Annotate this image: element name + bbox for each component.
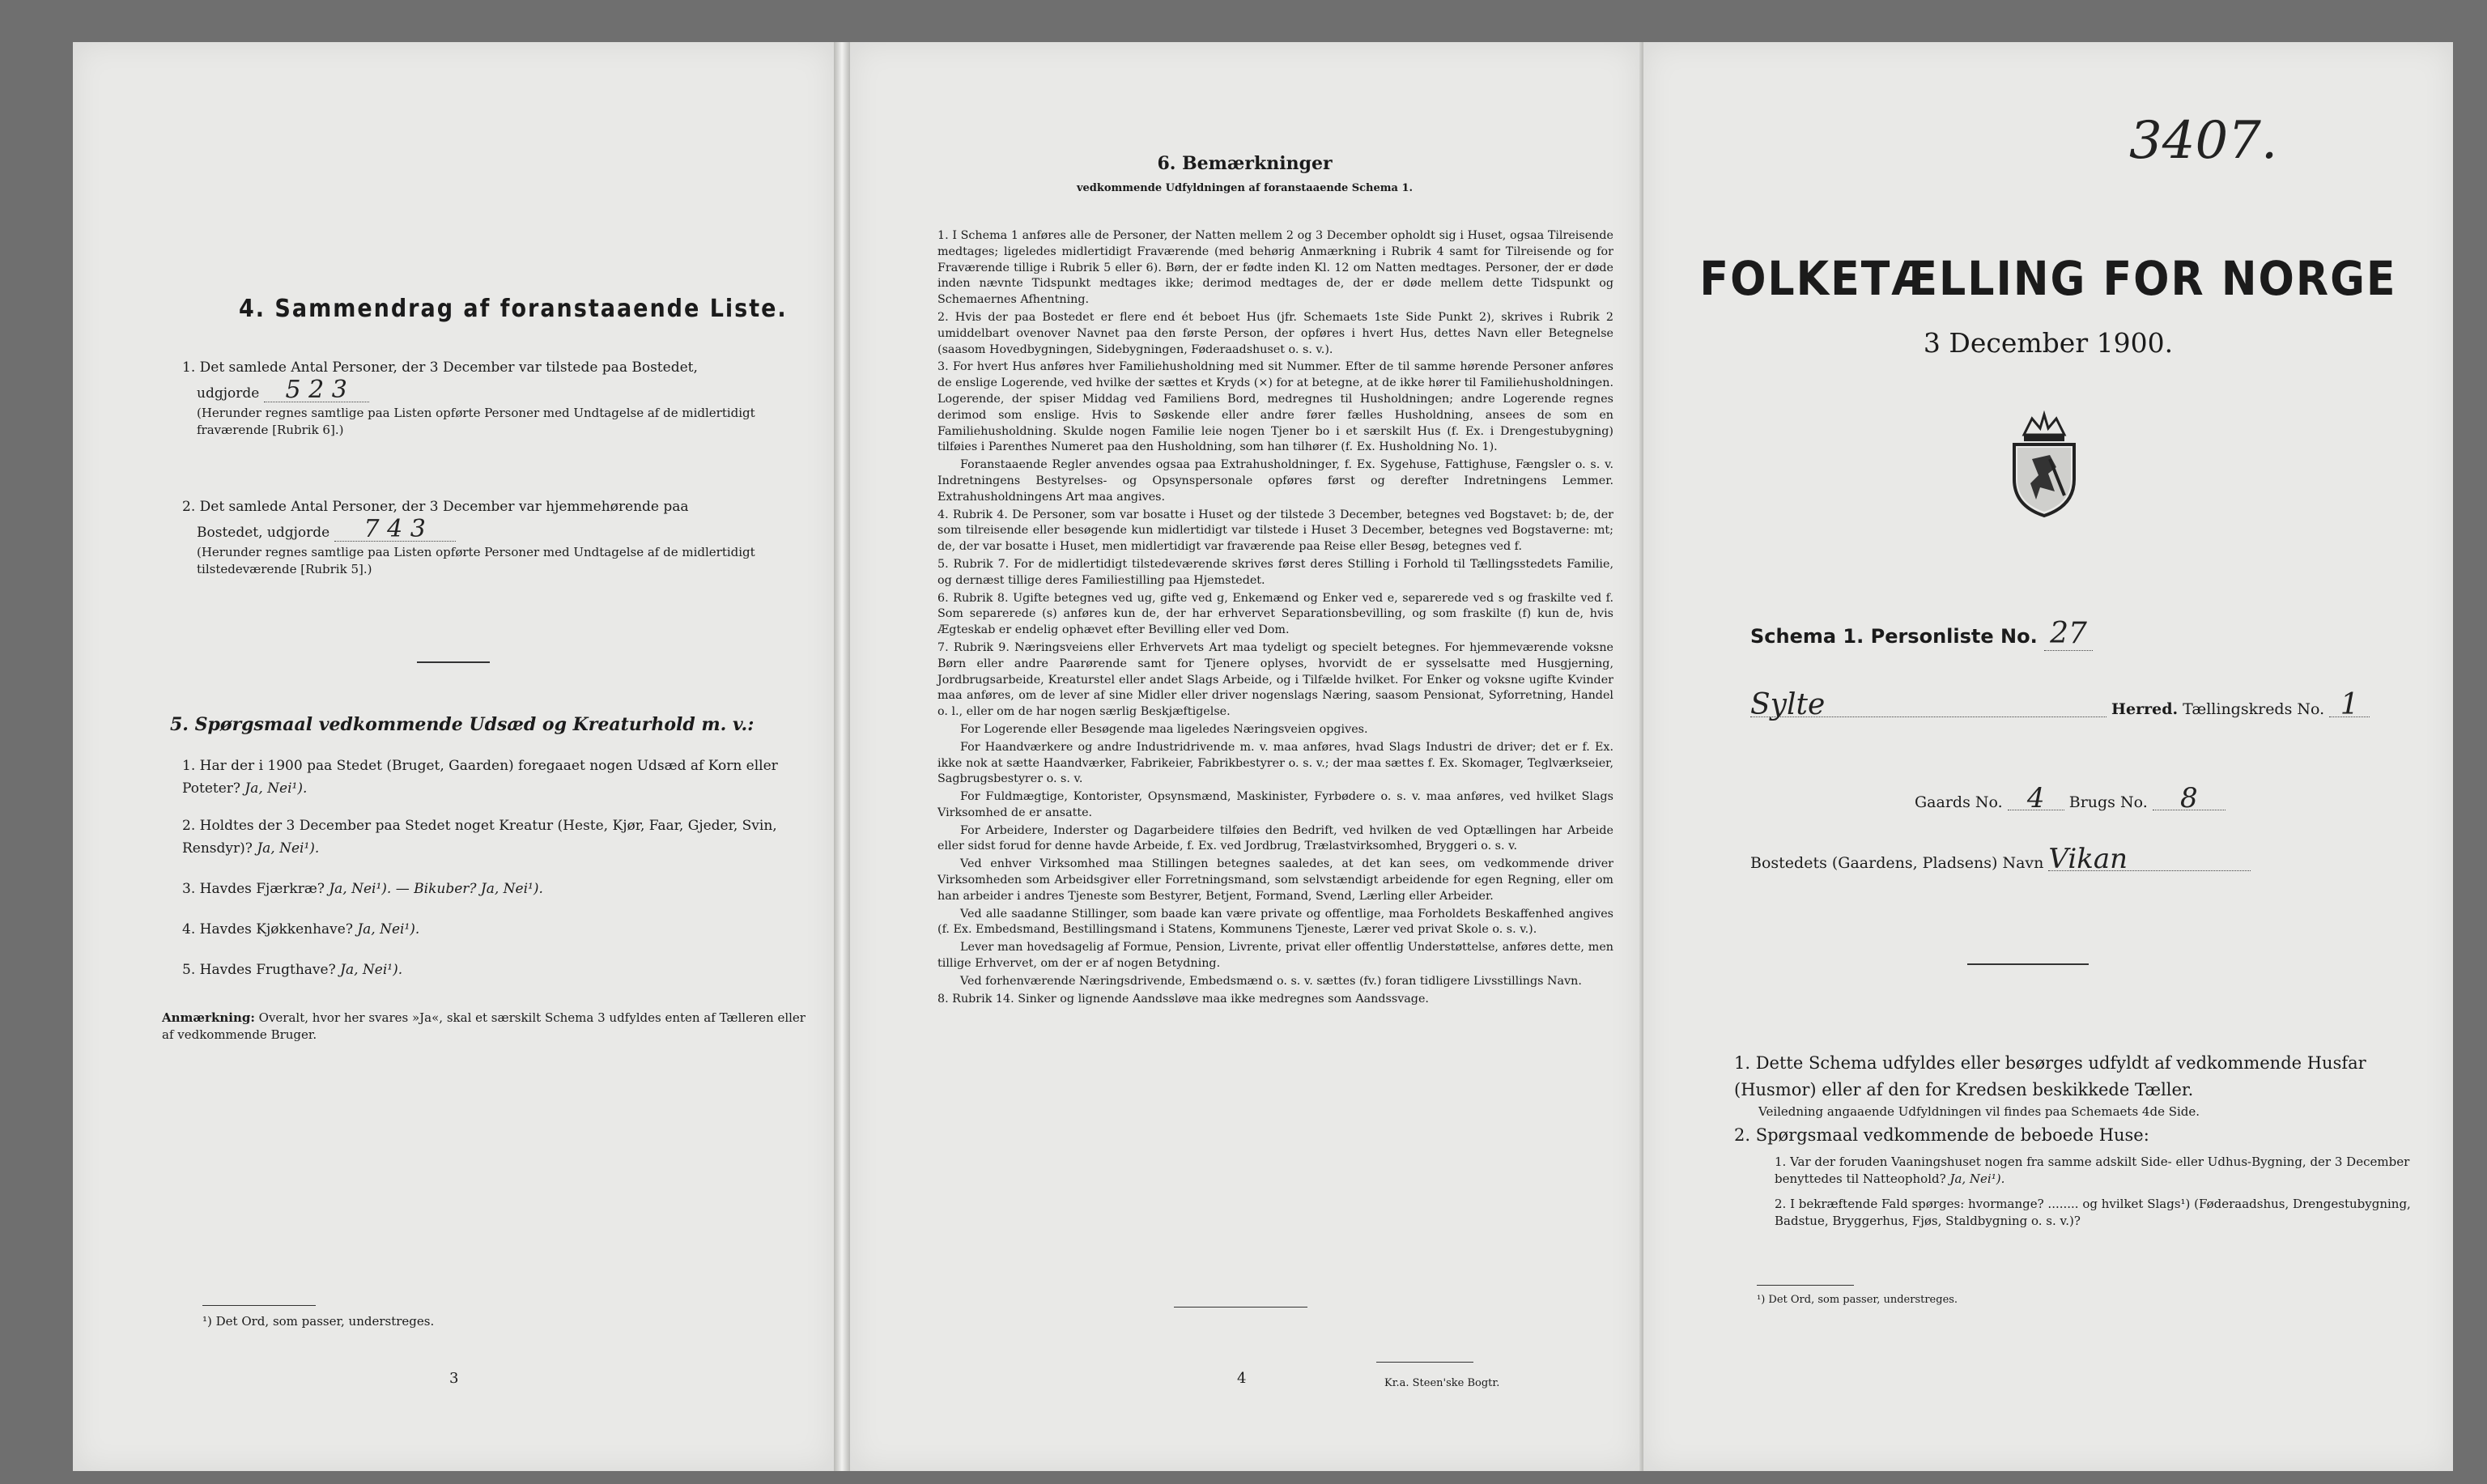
remark-paragraph: Ved enhver Virksomhed maa Stillingen betegnes saaledes, at det kan sees, om vedkommende driver Virksomheden som Arbeidsgiver eller Forretningsmand, som selvstændigt arbeidende for egen Regning, eller om han arbeider i andres Tjeneste som Bestyrer, Betjent, Formand, Svend, Lærling eller Arbeider. — [937, 857, 1613, 903]
item1-udgjorde: udgjorde — [197, 385, 260, 402]
item1 — [182, 356, 797, 439]
schema-line — [1750, 617, 2093, 651]
footnote-right: ¹) Det Ord, som passer, understreges. — [1757, 1294, 1958, 1306]
instruction-2-1-options: Ja, Nei¹). — [1949, 1171, 2005, 1186]
remark — [162, 1010, 810, 1044]
bosted-value: Vikan — [2048, 848, 2251, 871]
printer-rule — [1376, 1362, 1473, 1363]
footnote-rule — [202, 1305, 316, 1306]
item1-note: (Herunder regnes samtlige paa Listen opførte Personer med Undtagelse af de midlertidigt fraværende [Rubrik 6].) — [197, 406, 755, 437]
remarks-title: 6. Bemærkninger — [1157, 153, 1333, 174]
remark-label: Anmærkning: — [162, 1010, 255, 1025]
footnote: ¹) Det Ord, som passer, understreges. — [202, 1314, 435, 1329]
section4-title: 4. Sammendrag af foranstaaende Liste. — [239, 295, 788, 323]
remark-paragraph: For Arbeidere, Inderster og Dagarbeidere tilføies den Bedrift, ved hvilken de ved Optællingen har Arbeide eller sidst forud for denne havde Arbeide, f. Ex. ved Jordbrug, Trælastvirksomhed, Bryggeri o. s. v. — [937, 823, 1613, 853]
remark-paragraph: Foranstaaende Regler anvendes ogsaa paa Extrahusholdninger, f. Ex. Sygehuse, Fattighuse, Fængsler o. s. v. Indretningens Bestyrelses- og Opsynspersonale opføres først og derefter Indretningens Lemmer. Extrahusholdningens Art maa angives. — [937, 458, 1613, 504]
item2-note: (Herunder regnes samtlige paa Listen opførte Personer med Undtagelse af de midlertidigt tilstedeværende [Rubrik 5].) — [197, 545, 755, 576]
remark-paragraph: For Haandværkere og andre Industridrivende m. v. maa anføres, hvad Slags Industri de driver; det er f. Ex. ikke nok at sætte Haandværker, Fabrikeier, Fabrikbestyrer o. s. v.; der maa sættes f. Ex. Skomager, Teglværkseier, Sagbrugsbestyrer o. s. v. — [937, 740, 1613, 786]
instruction-2-1 — [1775, 1154, 2422, 1188]
herred-value: Sylte — [1750, 694, 2107, 717]
census-title: FOLKETÆLLING FOR NORGE — [1699, 251, 2397, 306]
remark-paragraph: 3. For hvert Hus anføres hver Familiehusholdning med sit Nummer. Efter de til samme hørende Personer anføres de enslige Logerende, ved hvilke der sættes et Kryds (×) for at betegne, at de ikke hører til Familiehusholdningen. Logerende, der spiser Middag ved Familiens Bord, medregnes til Husholdningen; andre Logerende regnes derimod som enslige. Hvis to Søskende eller andre fører fælles Husholdning, ansees de som en Familiehusholdning. Skulde nogen Familie leie nogen Tjener bo i et særskilt Hus (f. Ex. i Drengestubygning) tilføies i Parenthes Numeret paa den Husholdning, som han tilhører (f. Ex. Husholdning No. 1). — [937, 360, 1613, 454]
instruction-1: 1. Dette Schema udfyldes eller besørges udfyldt af vedkommende Husfar (Husmor) eller af den for Kredsen beskikkede Tæller. — [1734, 1053, 2366, 1099]
question-2-text: 2. Holdtes der 3 December paa Stedet noget Kreatur (Heste, Kjør, Faar, Gjeder, Svin, Rensdyr)? — [182, 818, 777, 857]
gutter-left — [834, 42, 850, 1471]
remark-paragraph: Lever man hovedsagelig af Formue, Pension, Livrente, privat eller offentlig Understøttelse, anføres dette, men tillige Erhvervet, om der er af nogen Betydning. — [937, 941, 1613, 971]
item2 — [182, 495, 797, 578]
remark-paragraph: 2. Hvis der paa Bostedet er flere end ét beboet Hus (jfr. Schemaets 1ste Side Punkt 2), skrives i Rubrik 2 umiddelbart ovenover Navnet paa den første Person, der opføres i hvert Hus, dettes Navn eller Betegnelse (saasom Hovedbygningen, Sidebygningen, Føderaadshuset o. s. v.). — [937, 310, 1613, 356]
section5-title: 5. Spørgsmaal vedkommende Udsæd og Kreaturhold m. v.: — [170, 714, 755, 735]
divider-right — [1967, 963, 2089, 965]
question-5-options: Ja, Nei¹). — [340, 962, 403, 978]
instruction-2: 2. Spørgsmaal vedkommende de beboede Huse: — [1734, 1125, 2149, 1145]
schema-number: 27 — [2044, 617, 2093, 651]
coat-of-arms-icon — [2000, 410, 2089, 520]
kreds-value: 1 — [2329, 694, 2370, 717]
remark-text: Overalt, hvor her svares »Ja«, skal et særskilt Schema 3 udfyldes enten af Tælleren eller af vedkommende Bruger. — [162, 1010, 806, 1042]
item1-value: 5 2 3 — [264, 379, 369, 402]
page-number-4: 4 — [1237, 1370, 1247, 1387]
instruction-2-1-text: 1. Var der foruden Vaaningshuset nogen fra samme adskilt Side- eller Udhus-Bygning, der 3 December benyttedes til Natteophold? — [1775, 1154, 2410, 1186]
remark-paragraph: 1. I Schema 1 anføres alle de Personer, der Natten mellem 2 og 3 December opholdt sig i Huset, ogsaa Tilreisende medtages; ligeledes midlertidigt Fraværende (med behørig Anmærkning i Rubrik 4 samt for Tilreisende og for Fraværende tillige i Rubrik 5 eller 6). Børn, der er fødte inden Kl. 12 om Natten medtages. Personer, der er døde inden nævnte Tidspunkt medtages ikke; derimod medtages de, der er døde mellem dette Tidspunkt og Schemaernes Afhentning. — [937, 229, 1613, 307]
question-2-options: Ja, Nei¹). — [257, 840, 320, 857]
page-number-3: 3 — [449, 1370, 459, 1387]
bosted-line — [1750, 843, 2251, 875]
question-1 — [182, 755, 810, 800]
gaards-line — [1915, 782, 2226, 814]
remark-paragraph: For Logerende eller Besøgende maa ligeledes Næringsveien opgives. — [960, 722, 1368, 736]
left-page — [73, 42, 834, 1471]
instruction-1-sub: Veiledning angaaende Udfyldningen vil findes paa Schemaets 4de Side. — [1758, 1104, 2200, 1119]
right-page — [1643, 42, 2453, 1471]
question-5 — [182, 959, 810, 981]
questions — [182, 755, 810, 983]
herred-line — [1750, 688, 2430, 721]
question-5-text: 5. Havdes Frugthave? — [182, 962, 336, 978]
kreds-label: Tællingskreds No. — [2183, 700, 2325, 718]
archive-number: 3407. — [2129, 111, 2278, 171]
instruction-2-2: 2. I bekræftende Fald spørges: hvormange? ........ og hvilket Slags¹) (Føderaadshus, Drengestubygning, Badstue, Bryggerhus, Fjøs, Staldbygning o. s. v.)? — [1775, 1197, 2411, 1228]
question-1-options: Ja, Nei¹). — [244, 780, 308, 797]
remark-paragraph: Ved alle saadanne Stillinger, som baade kan være private og offentlige, maa Forholdets Beskaffenhed angives (f. Ex. Embedsmand, Bestillingsmand i Statens, Kommunens Tjeneste, Lærer ved privat Skole o. s. v.). — [937, 907, 1613, 937]
brugs-value: 8 — [2153, 787, 2226, 810]
item2-bostedet: Bostedet, udgjorde — [197, 525, 330, 541]
herred-label: Herred. — [2111, 700, 2179, 718]
remark-paragraph: For Fuldmægtige, Kontorister, Opsynsmænd, Maskinister, Fyrbødere o. s. v. maa anføres, ved hvilket Slags Virksomhed de er ansatte. — [937, 790, 1613, 819]
remarks-subtitle: vedkommende Udfyldningen af foranstaaende Schema 1. — [1076, 182, 1414, 194]
question-4 — [182, 918, 810, 941]
census-date: 3 December 1900. — [1923, 327, 2174, 359]
remark-paragraph: Ved forhenværende Næringsdrivende, Embedsmænd o. s. v. sættes (fv.) foran tidligere Livsstillings Navn. — [960, 974, 1582, 988]
bosted-label: Bostedets (Gaardens, Pladsens) Navn — [1750, 854, 2044, 872]
item1-text: 1. Det samlede Antal Personer, der 3 December var tilstede paa Bostedet, — [182, 359, 698, 376]
question-1-text: 1. Har der i 1900 paa Stedet (Bruget, Gaarden) foregaaet nogen Udsæd af Korn eller Poteter? — [182, 758, 778, 797]
remark-paragraph: 6. Rubrik 8. Ugifte betegnes ved ug, gifte ved g, Enkemænd og Enker ved e, separerede ved s og fraskilte ved f. Som separerede (s) anføres kun de, der har erhvervet Separationsbevilling, og som fraskilte (f) kun de, hvis Ægteskab er endelig ophævet efter Bevilling eller ved Dom. — [937, 591, 1613, 637]
question-4-options: Ja, Nei¹). — [357, 921, 420, 938]
schema-label: Schema 1. Personliste No. — [1750, 625, 2038, 648]
question-3 — [182, 878, 810, 900]
item2-value: 7 4 3 — [334, 518, 456, 542]
footnote-rule-right — [1757, 1285, 1854, 1286]
printer-imprint: Kr.a. Steen'ske Bogtr. — [1384, 1377, 1500, 1389]
remark-paragraph: 4. Rubrik 4. De Personer, som var bosatte i Huset og der tilstede 3 December, betegnes ved Bogstavet: b; de, der som tilreisende eller besøgende kun midlertidigt var tilstede i Huset 3 December, betegnes ved Bogstaverne: mt; de, der var bosatte i Huset, men midlertidigt var fraværende paa Reise eller Besøg, betegnes ved f. — [937, 508, 1613, 554]
divider-left — [417, 661, 490, 663]
question-4-text: 4. Havdes Kjøkkenhave? — [182, 921, 353, 938]
item2-text: 2. Det samlede Antal Personer, der 3 December var hjemmehørende paa — [182, 499, 689, 515]
middle-page — [850, 42, 1639, 1471]
brugs-label: Brugs No. — [2068, 793, 2148, 811]
question-3-options: Ja, Nei¹). — Bikuber? Ja, Nei¹). — [329, 881, 543, 897]
question-2 — [182, 814, 810, 860]
gaards-value: 4 — [2008, 787, 2064, 810]
gaards-label: Gaards No. — [1915, 793, 2003, 811]
remark-paragraph: 7. Rubrik 9. Næringsveiens eller Erhvervets Art maa tydeligt og specielt betegnes. For hjemmeværende voksne Børn eller andre Paarørende samt for Tjenere oplyses, hvorvidt de er sysselsatte med Husgjerning, Jordbrugsarbeide, Kreaturstel eller andet Slags Arbeide, og i Tilfælde hvilket. For Enker og voksne ugifte Kvinder maa anføres, om de lever af sine Midler eller driver nogenslags Næring, saasom Pensionat, Syforretning, Handel o. l., eller om de har nogen særlig Beskjæftigelse. — [937, 640, 1613, 719]
remarks-body — [937, 228, 1613, 1009]
middle-rule — [1174, 1307, 1307, 1308]
question-3-text: 3. Havdes Fjærkræ? — [182, 881, 325, 897]
remark-paragraph: 8. Rubrik 14. Sinker og lignende Aandssløve maa ikke medregnes som Aandssvage. — [937, 992, 1429, 1006]
instructions — [1734, 1050, 2430, 1230]
remark-paragraph: 5. Rubrik 7. For de midlertidigt tilstedeværende skrives først deres Stilling i Forhold til Tællingsstedets Familie, og dernæst tillige deres Familiestilling paa Hjemstedet. — [937, 557, 1613, 587]
